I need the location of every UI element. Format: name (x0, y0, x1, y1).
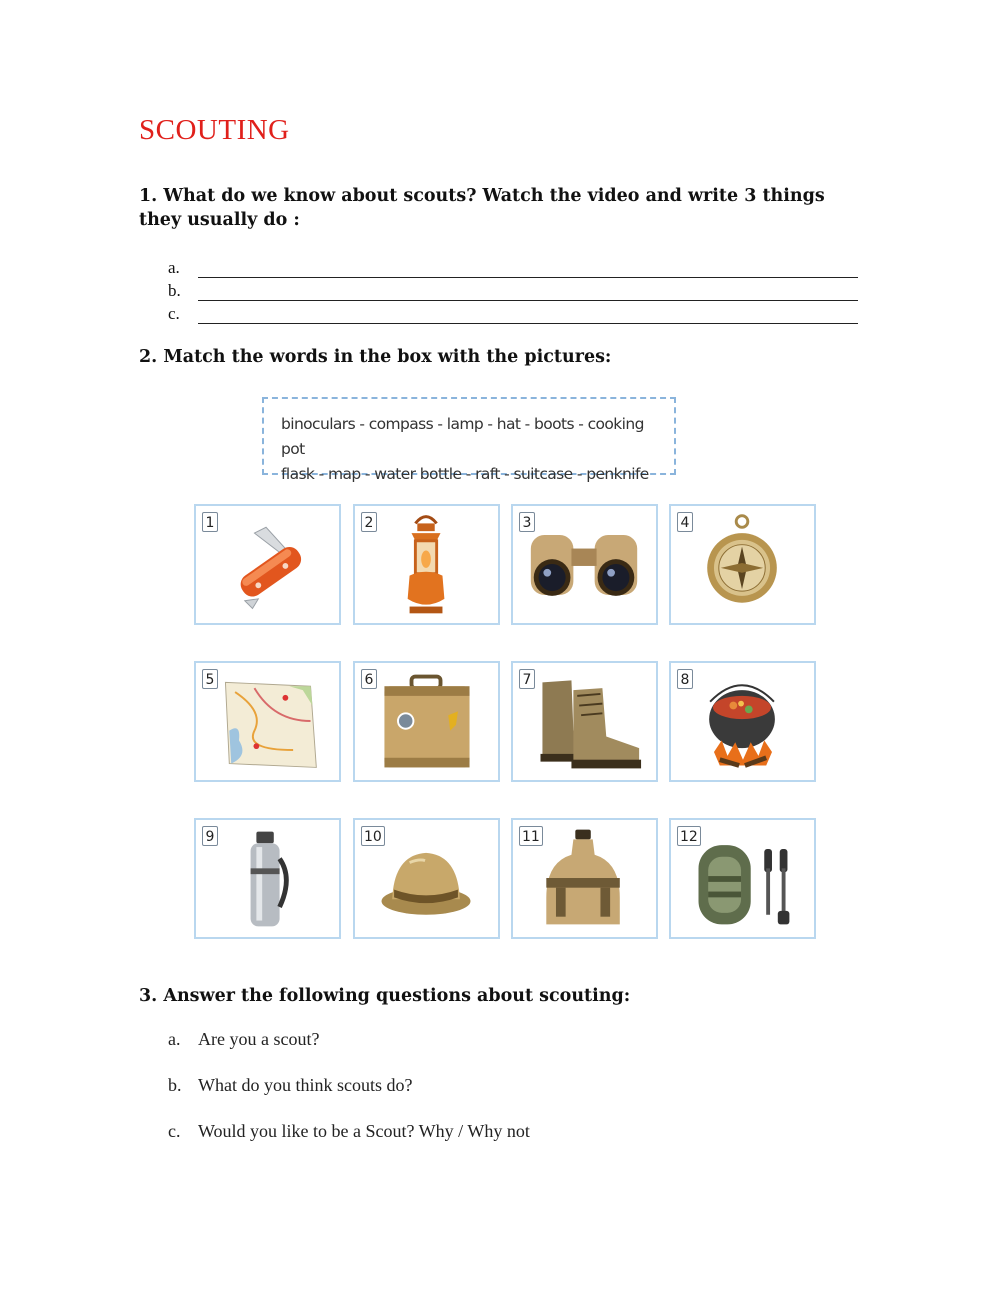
answer-blank[interactable] (198, 309, 858, 324)
list-item-text: Would you like to be a Scout? Why / Why not (198, 1121, 530, 1141)
list-item-text: What do you think scouts do? (198, 1075, 413, 1095)
answer-line-label: b. (168, 281, 181, 300)
picture-number: 3 (519, 512, 535, 532)
list-item (168, 1121, 530, 1167)
list-item (168, 1075, 530, 1121)
question-2: 2. Match the words in the box with the pictures: (139, 347, 612, 367)
picture-number: 4 (677, 512, 693, 532)
picture-number: 2 (361, 512, 377, 532)
picture-card-1[interactable] (194, 504, 341, 625)
picture-card-4[interactable] (669, 504, 816, 625)
word-box-line-2: flask - map - water bottle - raft - suitcase - penknife (281, 465, 649, 483)
answer-line-b[interactable] (168, 278, 858, 301)
picture-card-11[interactable] (511, 818, 658, 939)
picture-number: 5 (202, 669, 218, 689)
word-box (262, 397, 676, 483)
question-3: 3. Answer the following questions about scouting: (139, 986, 631, 1006)
picture-number: 6 (361, 669, 377, 689)
picture-number: 8 (677, 669, 693, 689)
page-title: SCOUTING (139, 114, 290, 146)
answer-line-a[interactable] (168, 255, 858, 278)
question-1: 1. What do we know about scouts? Watch the video and write 3 things they usually do : (139, 186, 825, 230)
picture-number: 1 (202, 512, 218, 532)
picture-number: 9 (202, 826, 218, 846)
picture-card-10[interactable] (353, 818, 500, 939)
picture-number: 10 (361, 826, 385, 846)
picture-card-9[interactable] (194, 818, 341, 939)
picture-card-7[interactable] (511, 661, 658, 782)
picture-number: 7 (519, 669, 535, 689)
list-item-label: b. (168, 1075, 182, 1095)
picture-number: 12 (677, 826, 701, 846)
picture-number: 11 (519, 826, 543, 846)
picture-card-12[interactable] (669, 818, 816, 939)
word-box-line-1: binoculars - compass - lamp - hat - boots - cooking pot (281, 415, 644, 458)
list-item-label: a. (168, 1029, 181, 1049)
answer-line-c[interactable] (168, 301, 858, 324)
question-list (168, 1029, 530, 1167)
picture-card-3[interactable] (511, 504, 658, 625)
picture-card-2[interactable] (353, 504, 500, 625)
list-item (168, 1029, 530, 1075)
picture-card-5[interactable] (194, 661, 341, 782)
picture-card-8[interactable] (669, 661, 816, 782)
list-item-text: Are you a scout? (198, 1029, 320, 1049)
answer-line-label: c. (168, 304, 180, 323)
answer-blank[interactable] (198, 286, 858, 301)
answer-blank[interactable] (198, 263, 858, 278)
picture-card-6[interactable] (353, 661, 500, 782)
picture-grid (194, 504, 818, 942)
list-item-label: c. (168, 1121, 181, 1141)
answer-line-label: a. (168, 258, 180, 277)
answer-lines (168, 255, 858, 324)
